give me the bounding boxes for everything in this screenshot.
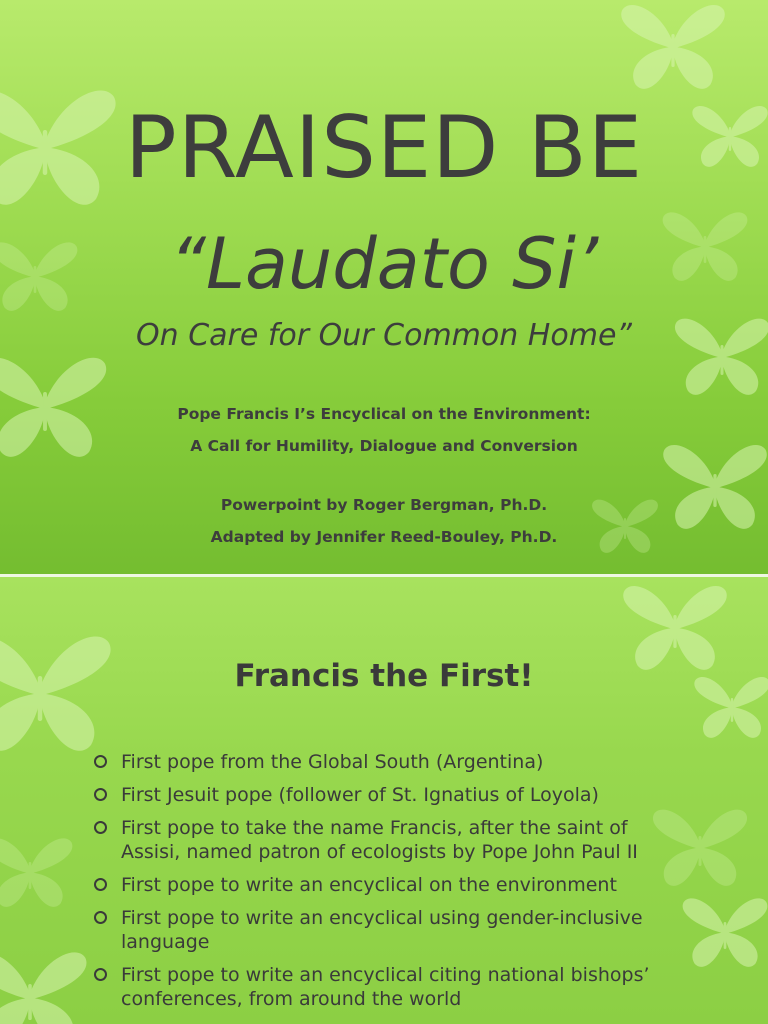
bullet-circle-icon: [94, 878, 107, 891]
butterfly-icon: [0, 826, 75, 916]
bullet-circle-icon: [94, 788, 107, 801]
list-item: First pope from the Global South (Argentina): [92, 750, 692, 774]
butterfly-icon: [680, 886, 768, 976]
list-item: First pope to write an encyclical using gender-inclusive language: [92, 906, 692, 954]
credit-line-2: Adapted by Jennifer Reed-Bouley, Ph.D.: [210, 528, 558, 546]
bullet-circle-icon: [94, 968, 107, 981]
butterfly-icon: [618, 0, 728, 100]
bullet-circle-icon: [94, 821, 107, 834]
list-item: First pope to take the name Francis, after the saint of Assisi, named patron of ecologists by Pope John Paul II: [92, 816, 692, 864]
bullet-circle-icon: [94, 911, 107, 924]
slide-title: PRAISED BE: [124, 98, 644, 198]
slide-subtitle-english: On Care for Our Common Home”: [136, 318, 632, 353]
list-item: First Jesuit pope (follower of St. Ignatius of Loyola): [92, 783, 692, 807]
list-item: First pope to write an encyclical citing national bishops’ conferences, from around the world: [92, 963, 692, 1011]
bullet-circle-icon: [94, 755, 107, 768]
slide-divider: [0, 574, 768, 577]
slide-subtitle-latin: “Laudato Si’: [169, 223, 599, 305]
slide-title: Francis the First!: [234, 658, 534, 694]
credit-line-1: Powerpoint by Roger Bergman, Ph.D.: [220, 496, 548, 514]
bullet-list: [92, 750, 692, 1020]
info-line-2: A Call for Humility, Dialogue and Conversion: [190, 437, 578, 455]
list-item: First pope to write an encyclical on the environment: [92, 873, 692, 897]
info-line-1: Pope Francis I’s Encyclical on the Environment:: [177, 405, 591, 423]
butterfly-icon: [0, 936, 90, 1024]
content-slide: [0, 576, 768, 1024]
